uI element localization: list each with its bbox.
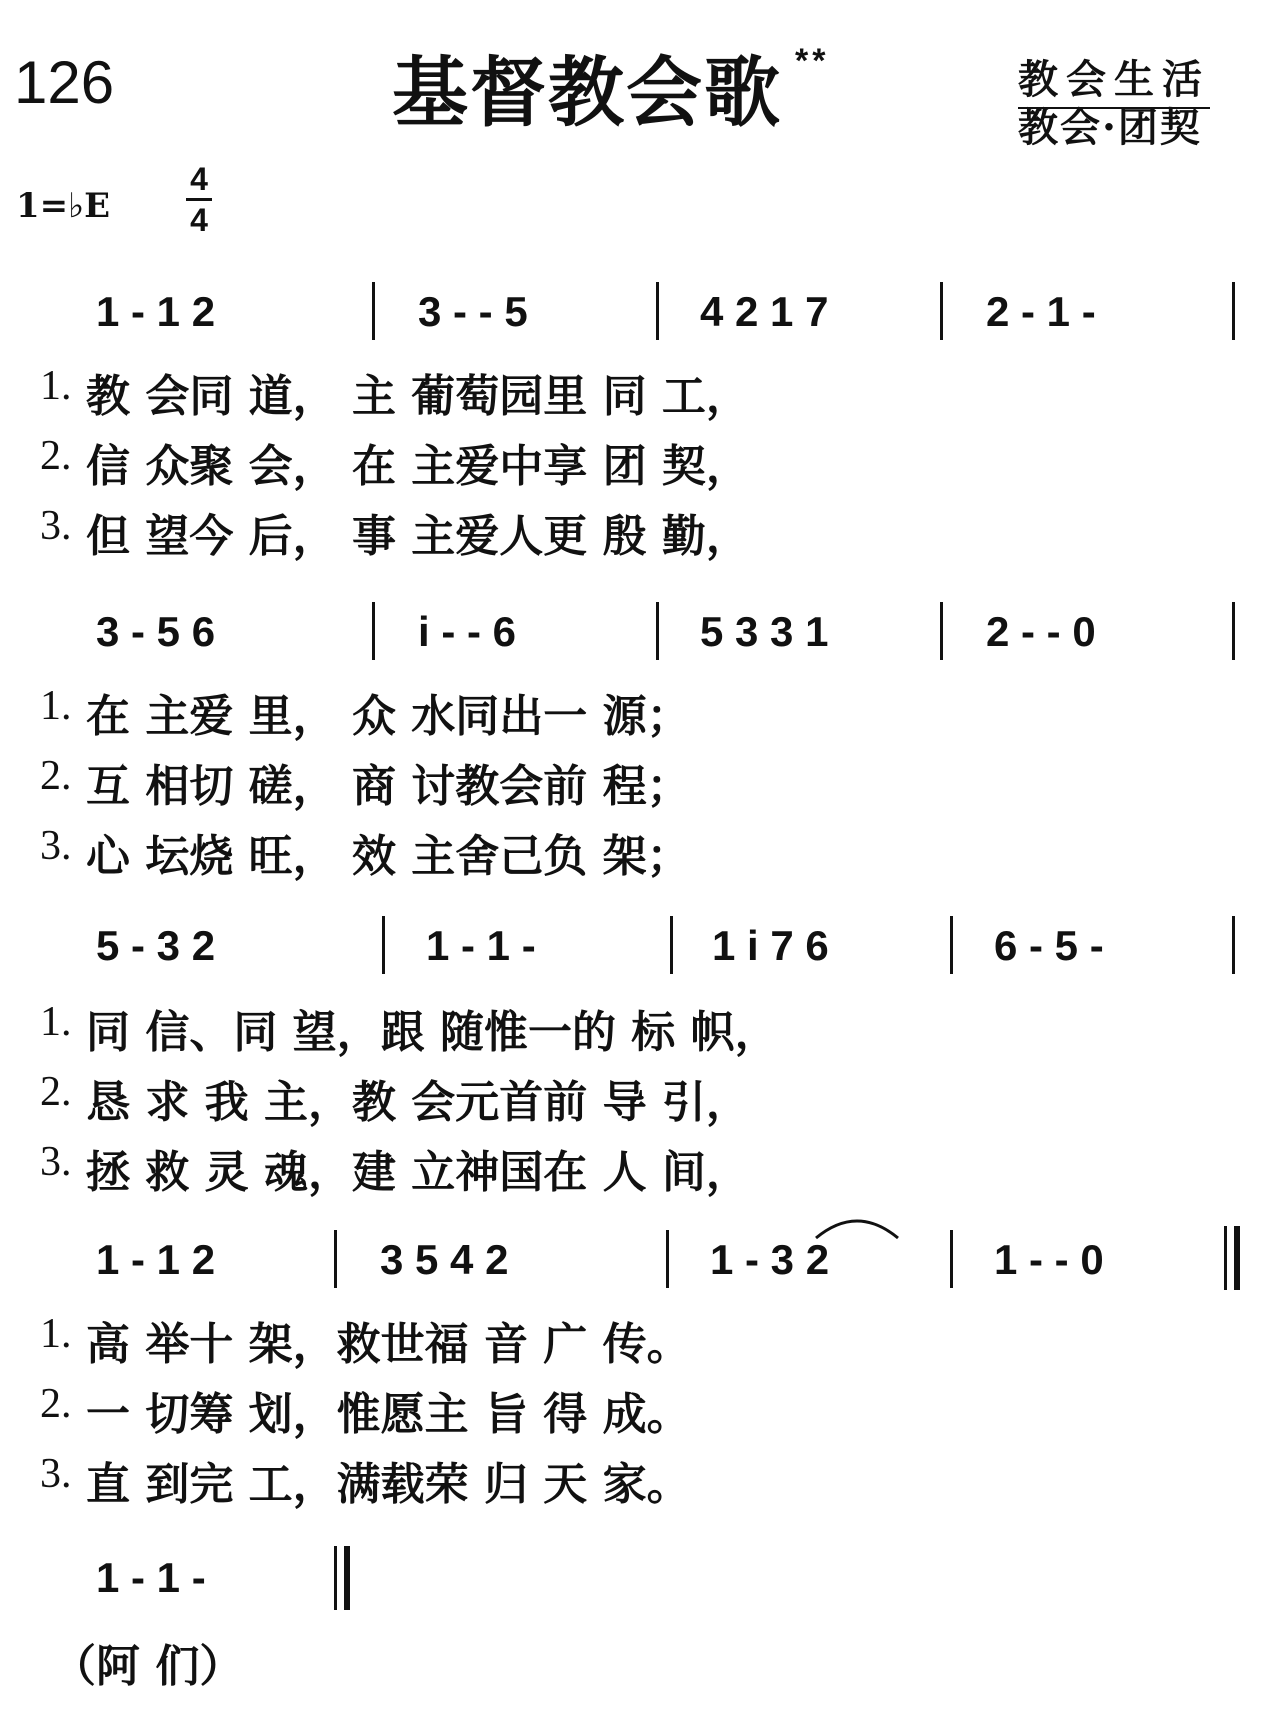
lyric-line: 恳 求 我 主，教 会元首前 导 引， — [86, 1077, 750, 1128]
measure-1-3: 4 2 1 7 — [700, 288, 829, 335]
measure-amen: 1 - 1 - — [96, 1554, 206, 1601]
barline — [1232, 602, 1235, 660]
hymn-number: 126 — [14, 49, 115, 116]
barline — [334, 1230, 337, 1288]
final-barline-thin — [1224, 1226, 1227, 1290]
measure-3-4: 6 - 5 - — [994, 922, 1104, 969]
measure-2-2: i - - 6 — [418, 608, 517, 655]
final-barline-thick — [1234, 1226, 1240, 1290]
barline — [1232, 282, 1235, 340]
final-barline-thin — [334, 1546, 337, 1610]
barline — [382, 916, 385, 974]
hymn-title: 基督教会歌 — [392, 48, 782, 137]
final-barline-thick — [344, 1546, 350, 1610]
verse-number: 2. — [40, 1069, 72, 1115]
lyric-line: 同 信、同 望，跟 随惟一的 标 帜， — [86, 1007, 779, 1058]
lyric-line: 一 切筹 划，惟愿主 旨 得 成。 — [86, 1389, 691, 1440]
verse-number: 3. — [40, 503, 72, 549]
measure-4-2: 3 5 4 2 — [380, 1236, 509, 1283]
measure-2-4: 2 - - 0 — [986, 608, 1096, 655]
key-signature: 1=♭E — [16, 186, 111, 226]
verse-number: 1. — [40, 683, 72, 729]
slur-icon — [812, 1210, 902, 1240]
amen-lyric: （阿 们） — [52, 1641, 244, 1692]
title-mark: ** — [795, 42, 830, 80]
category-secondary: 教会·团契 — [1018, 104, 1202, 151]
barline — [372, 602, 375, 660]
measure-3-3: 1 i 7 6 — [712, 922, 829, 969]
barline — [670, 916, 673, 974]
verse-number: 1. — [40, 999, 72, 1045]
time-signature-top: 4 — [190, 161, 208, 197]
verse-number: 3. — [40, 1139, 72, 1185]
verse-number: 1. — [40, 1311, 72, 1357]
verse-number: 2. — [40, 1381, 72, 1427]
barline — [1232, 916, 1235, 974]
measure-3-2: 1 - 1 - — [426, 922, 536, 969]
measure-2-3: 5 3 3 1 — [700, 608, 829, 655]
category-primary: 教会生活 — [1018, 48, 1210, 109]
time-signature-bottom: 4 — [190, 202, 208, 238]
barline — [666, 1230, 669, 1288]
lyric-line: 高 举十 架，救世福 音 广 传。 — [86, 1319, 691, 1370]
lyric-line: 在 主爱 里， 众 水同出一 源； — [86, 691, 691, 742]
lyric-line: 互 相切 磋， 商 讨教会前 程； — [86, 761, 691, 812]
barline — [372, 282, 375, 340]
measure-2-1: 3 - 5 6 — [96, 608, 216, 655]
verse-number: 3. — [40, 1451, 72, 1497]
verse-number: 3. — [40, 823, 72, 869]
measure-1-4: 2 - 1 - — [986, 288, 1096, 335]
barline — [940, 282, 943, 340]
measure-4-4: 1 - - 0 — [994, 1236, 1104, 1283]
barline — [656, 602, 659, 660]
lyric-line: 心 坛烧 旺， 效 主舍己负 架； — [86, 831, 691, 882]
barline — [940, 602, 943, 660]
barline — [950, 1230, 953, 1288]
lyric-line: 但 望今 后， 事 主爱人更 殷 勤， — [86, 511, 750, 562]
barline — [656, 282, 659, 340]
measure-1-2: 3 - - 5 — [418, 288, 528, 335]
measure-3-1: 5 - 3 2 — [96, 922, 216, 969]
measure-4-1: 1 - 1 2 — [96, 1236, 216, 1283]
verse-number: 2. — [40, 433, 72, 479]
barline — [950, 916, 953, 974]
verse-number: 1. — [40, 363, 72, 409]
verse-number: 2. — [40, 753, 72, 799]
lyric-line: 拯 救 灵 魂，建 立神国在 人 间， — [86, 1147, 750, 1198]
measure-4-3: 1 - 3 2 — [710, 1236, 830, 1283]
time-signature — [186, 160, 212, 239]
measure-1-1: 1 - 1 2 — [96, 288, 216, 335]
lyric-line: 信 众聚 会， 在 主爱中享 团 契， — [86, 441, 750, 492]
lyric-line: 直 到完 工，满载荣 归 天 家。 — [86, 1459, 691, 1510]
lyric-line: 教 会同 道， 主 葡萄园里 同 工， — [86, 371, 750, 422]
